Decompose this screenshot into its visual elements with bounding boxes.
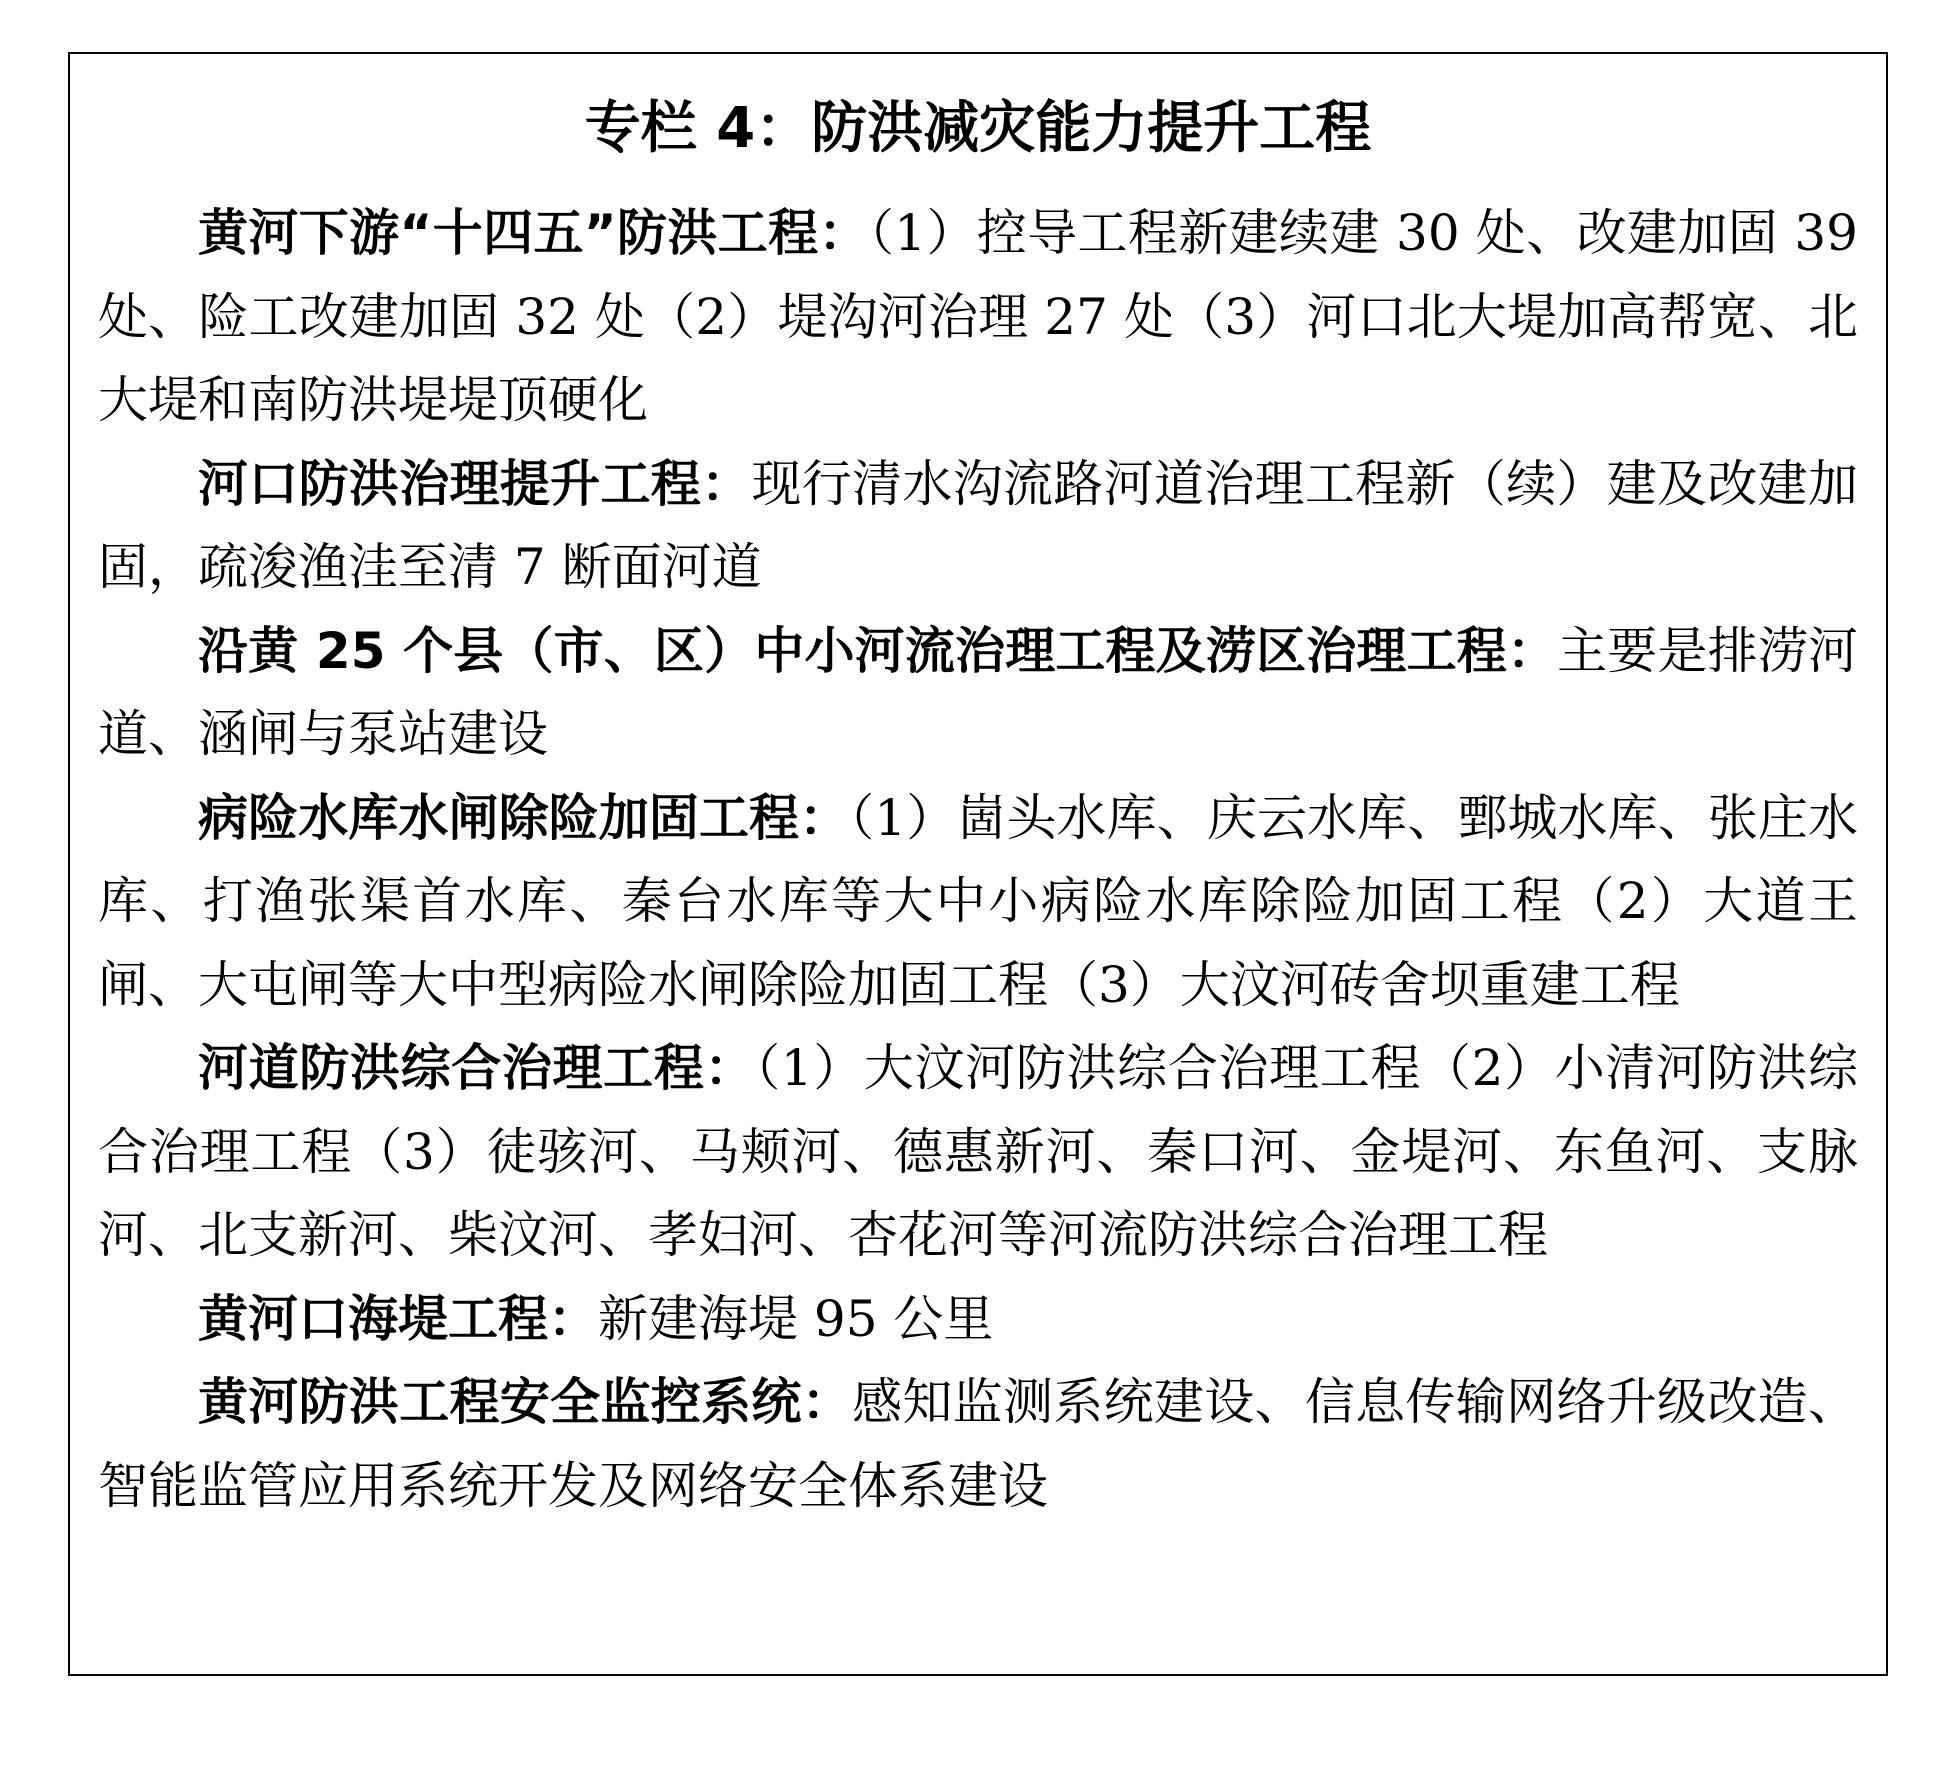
section-text: （1）大汶河防洪综合治理工程（2）小清河防洪综合治理工程（3）徒骇河、马颊河、德惠新河、秦口河、金堤河、东鱼河、支脉河、北支新河、柴汶河、孝妇河、杏花河等河流防洪综合治理工程 [98,1039,1858,1264]
section-text: 现行清水沟流路河道治理工程新（续）建及改建加固，疏浚渔洼至清 7 断面河道 [98,454,1858,596]
section-heading: 黄河防洪工程安全监控系统： [198,1373,853,1431]
section-text: 新建海堤 95 公里 [598,1289,994,1348]
section-text: （1）控导工程新建续建 30 处、改建加固 39 处、险工改建加固 32 处（2）堤沟河治理 27 处（3）河口北大堤加高帮宽、北大堤和南防洪堤堤顶硬化 [98,204,1858,429]
section-heading: 沿黄 25 个县（市、区）中小河流治理工程及涝区治理工程： [198,621,1558,680]
section-heading: 黄河下游“十四五”防洪工程： [198,204,869,262]
section-heading: 河道防洪综合治理工程： [198,1039,756,1097]
section-estuary-flood-control [98,443,1858,610]
section-heading: 黄河口海堤工程： [198,1289,598,1348]
section-small-river-waterlogging [98,610,1858,777]
column-box [68,52,1888,1676]
section-river-comprehensive-governance [98,1027,1858,1278]
section-heading: 河口防洪治理提升工程： [198,454,752,513]
column-title: 专栏 4：防洪减灾能力提升工程 [584,96,1372,161]
section-reservoir-sluice-reinforcement [98,777,1858,1028]
section-estuary-seawall [98,1278,1858,1362]
section-safety-monitoring-system [98,1361,1858,1528]
section-text: 主要是排涝河道、涵闸与泵站建设 [98,621,1858,763]
section-heading: 病险水库水闸除险加固工程： [198,788,850,847]
section-text: （1）崮头水库、庆云水库、鄄城水库、张庄水库、打渔张渠首水库、秦台水库等大中小病险水库除险加固工程（2）大道王闸、大屯闸等大中型病险水闸除险加固工程（3）大汶河砖舍坝重建工程 [98,788,1859,1014]
section-text: 感知监测系统建设、信息传输网络升级改造、智能监管应用系统开发及网络安全体系建设 [98,1373,1858,1515]
section-lower-yellow-river-flood-control [98,192,1858,443]
